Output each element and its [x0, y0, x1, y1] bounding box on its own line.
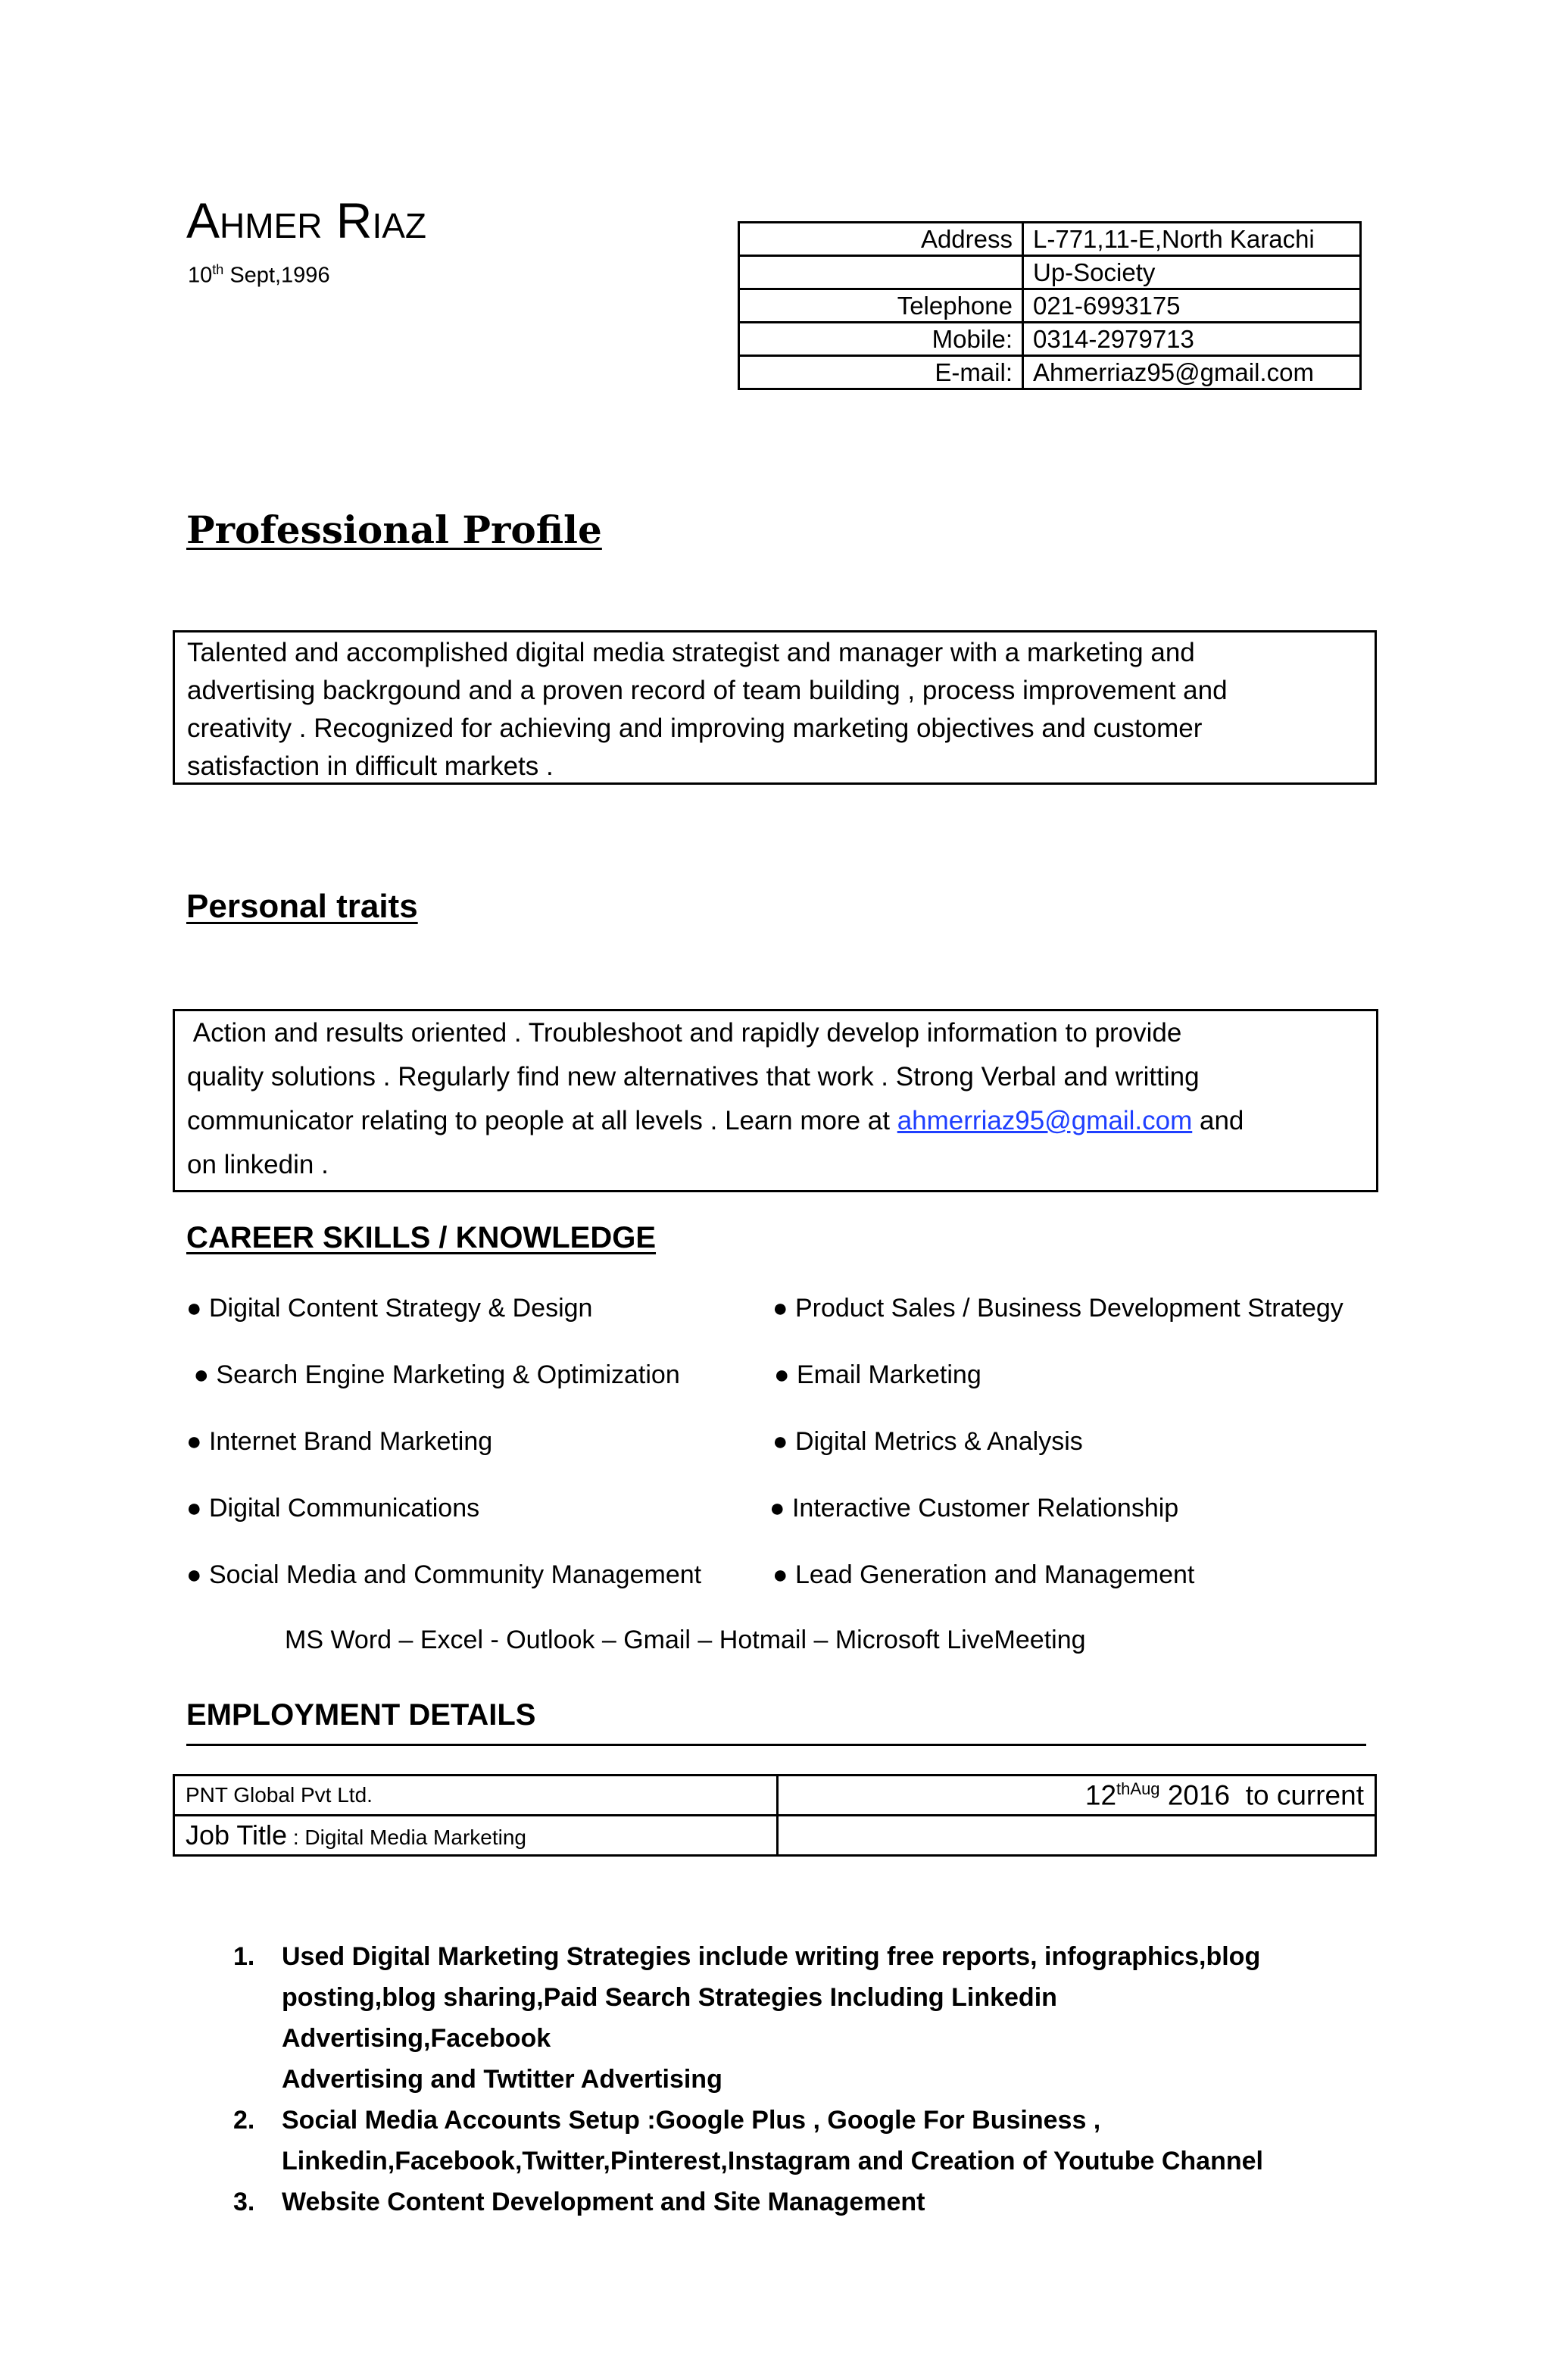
job-title-label: Job Title	[186, 1819, 288, 1851]
dob-day: 10	[188, 263, 213, 288]
skills-heading: CAREER SKILLS / KNOWLEDGE	[186, 1221, 657, 1254]
contact-value: 0314-2979713	[1023, 323, 1361, 356]
email-link[interactable]: ahmerriaz95@gmail.com	[897, 1106, 1193, 1135]
duty-line: Website Content Development and Site Management	[282, 2188, 925, 2216]
traits-line: on linkedin .	[187, 1150, 329, 1179]
contact-row	[739, 323, 1361, 356]
skill-item: ● Digital Metrics & Analysis	[772, 1427, 1083, 1456]
contact-value: Ahmerriaz95@gmail.com	[1023, 356, 1361, 389]
dob-rest: Sept,1996	[223, 263, 330, 288]
traits-line-text: communicator relating to people at all levels . Learn more at	[187, 1106, 897, 1135]
skill-item: ● Email Marketing	[774, 1360, 981, 1389]
skill-item: ● Product Sales / Business Development Strategy	[772, 1294, 1343, 1323]
tools-line: MS Word – Excel - Outlook – Gmail – Hotmail – Microsoft LiveMeeting	[285, 1626, 1086, 1654]
contact-value: L-771,11-E,North Karachi	[1023, 223, 1361, 256]
traits-heading: Personal traits	[186, 888, 418, 925]
contact-label: E-mail:	[739, 356, 1023, 389]
duty-line: posting,blog sharing,Paid Search Strategies Including Linkedin Advertising,Facebook	[282, 1983, 1057, 2053]
skill-item: ● Lead Generation and Management	[772, 1560, 1195, 1589]
duty-line: Linkedin,Facebook,Twitter,Pinterest,Instagram and Creation of Youtube Channel	[282, 2147, 1263, 2175]
employment-row	[174, 1816, 1376, 1856]
date-of-birth	[188, 262, 330, 289]
traits-box	[173, 1009, 1378, 1192]
skill-item: ● Social Media and Community Management	[186, 1560, 702, 1589]
contact-label: Address	[739, 223, 1023, 256]
contact-row	[739, 289, 1361, 323]
employment-empty-cell	[778, 1816, 1376, 1856]
contact-value: 021-6993175	[1023, 289, 1361, 323]
traits-line	[187, 1099, 1364, 1143]
list-item	[227, 2182, 1310, 2222]
job-title-value: : Digital Media Marketing	[287, 1826, 526, 1849]
skill-item: ● Internet Brand Marketing	[186, 1427, 493, 1456]
candidate-name: Ahmer Riaz	[186, 192, 427, 248]
profile-line: satisfaction in difficult markets .	[187, 751, 554, 781]
traits-line-text: and	[1192, 1106, 1244, 1135]
duties-list	[227, 1936, 1310, 2222]
duty-line: Used Digital Marketing Strategies include writing free reports, infographics,blog	[282, 1942, 1261, 1971]
contact-row	[739, 256, 1361, 289]
profile-line: creativity . Recognized for achieving and improving marketing objectives and customer	[187, 714, 1203, 743]
contact-label	[739, 256, 1023, 289]
list-number: 3.	[233, 2188, 255, 2216]
contact-label: Telephone	[739, 289, 1023, 323]
employment-divider	[186, 1744, 1366, 1746]
contact-value: Up-Society	[1023, 256, 1361, 289]
duty-line: Social Media Accounts Setup :Google Plus , Google For Business ,	[282, 2106, 1101, 2135]
employment-date-suffix: thAug	[1116, 1779, 1160, 1798]
employment-date-day: 12	[1084, 1779, 1117, 1811]
contact-row	[739, 223, 1361, 256]
profile-line: Talented and accomplished digital media strategist and manager with a marketing and	[187, 638, 1195, 667]
profile-box	[173, 630, 1377, 785]
skill-item: ● Digital Communications	[186, 1494, 480, 1523]
list-number: 2.	[233, 2106, 255, 2135]
contact-table	[738, 221, 1362, 390]
employment-job-title	[174, 1816, 778, 1856]
employment-table	[173, 1774, 1377, 1857]
traits-line: quality solutions . Regularly find new alternatives that work . Strong Verbal and writting	[187, 1062, 1200, 1092]
employment-dates	[778, 1776, 1376, 1816]
contact-row	[739, 356, 1361, 389]
list-number: 1.	[233, 1942, 255, 1971]
profile-line: advertising backrgound and a proven record of team building , process improvement and	[187, 676, 1228, 705]
employment-row	[174, 1776, 1376, 1816]
dob-suffix: th	[212, 262, 224, 277]
duty-line: Advertising and Twtitter Advertising	[282, 2065, 722, 2094]
employment-heading: EMPLOYMENT DETAILS	[186, 1698, 536, 1732]
traits-line: Action and results oriented . Troubleshoot and rapidly develop information to provide	[187, 1018, 1182, 1048]
skill-item: ● Interactive Customer Relationship	[769, 1494, 1179, 1523]
list-item	[227, 2100, 1310, 2182]
contact-label: Mobile:	[739, 323, 1023, 356]
profile-heading: Professional Profile	[186, 508, 602, 552]
skill-item: ● Search Engine Marketing & Optimization	[186, 1360, 680, 1389]
skill-item: ● Digital Content Strategy & Design	[186, 1294, 593, 1323]
employment-company: PNT Global Pvt Ltd.	[174, 1776, 778, 1816]
employment-date-rest: 2016 to current	[1159, 1779, 1364, 1811]
list-item	[227, 1936, 1310, 2100]
